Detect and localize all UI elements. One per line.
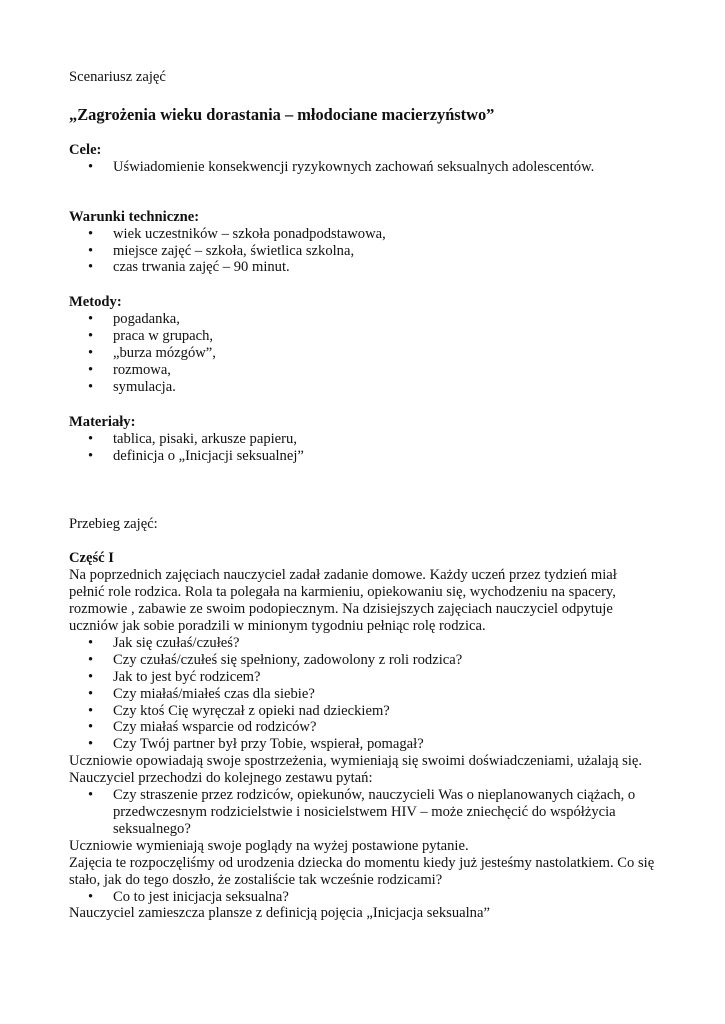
paragraph-line: Na poprzednich zajęciach nauczyciel zadał zadanie domowe. Każdy uczeń przez tydzień miał (69, 567, 617, 584)
bullet-icon: • (88, 702, 94, 719)
questions-list (69, 635, 669, 753)
methods-list (69, 311, 669, 396)
conditions-list (69, 226, 669, 277)
paragraph-line: rozmowie , zabawie ze swoim podopiecznym. Na dzisiejszych zajęciach nauczyciel odpytuje (69, 601, 613, 618)
paragraph-line: Nauczyciel przechodzi do kolejnego zestawu pytań: (69, 770, 373, 787)
course-label: Przebieg zajęć: (69, 515, 158, 532)
list-item: • Co to jest inicjacja seksualna? (88, 888, 289, 905)
paragraph-line: Uczniowie wymieniają swoje poglądy na wyżej postawione pytanie. (69, 837, 469, 854)
bullet-icon: • (88, 651, 94, 668)
goals-heading: Cele: (69, 141, 102, 158)
list-item: • definicja o „Inicjacji seksualnej” (88, 447, 304, 464)
list-item: • Czy czułaś/czułeś się spełniony, zadowolony z roli rodzica? (88, 651, 463, 668)
materials-list (69, 431, 669, 465)
list-item: • praca w grupach, (88, 328, 214, 345)
list-item: • rozmowa, (88, 361, 171, 378)
list-item: • Jak się czułaś/czułeś? (88, 634, 240, 651)
bullet-icon: • (88, 447, 94, 464)
page-title: „Zagrożenia wieku dorastania – młodociane macierzyństwo” (69, 104, 495, 124)
paragraph-line: Uczniowie opowiadają swoje spostrzeżenia, wymieniają się swoimi doświadczeniami, użalają się. (69, 753, 643, 770)
bullet-icon: • (88, 158, 94, 175)
bullet-icon: • (88, 259, 94, 276)
paragraph-line: Nauczyciel zamieszcza plansze z definicją pojęcia „Inicjacja seksualna” (69, 905, 490, 922)
materials-heading: Materiały: (69, 413, 136, 430)
paragraph-line: stało, jak do tego doszło, że zostaliście tak wcześnie rodzicami? (69, 871, 443, 888)
bullet-icon: • (88, 430, 94, 447)
bullet-icon: • (88, 328, 94, 345)
list-item: • wiek uczestników – szkoła ponadpodstawowa, (88, 225, 386, 242)
bullet-icon: • (88, 311, 94, 328)
header-label: Scenariusz zajęć (69, 69, 166, 85)
bullet-icon: • (88, 242, 94, 259)
list-item: • Uświadomienie konsekwencji ryzykownych zachowań seksualnych adolescentów. (88, 158, 595, 175)
bullet-icon: • (88, 787, 94, 804)
bullet-icon: • (88, 634, 94, 651)
initiation-list (69, 889, 669, 906)
list-item: • Czy miałaś/miałeś czas dla siebie? (88, 685, 315, 702)
document-content (69, 69, 669, 922)
list-item: • miejsce zajęć – szkoła, świetlica szkolna, (88, 242, 355, 259)
bullet-icon: • (88, 719, 94, 736)
goals-list (69, 159, 669, 176)
bullet-icon: • (88, 888, 94, 905)
paragraph-line: uczniów jak sobie poradzili w minionym tygodniu pełniąc rolę rodzica. (69, 618, 486, 635)
bullet-icon: • (88, 345, 94, 362)
list-item: • Czy miałaś wsparcie od rodziców? (88, 719, 317, 736)
list-item: • „burza mózgów”, (88, 345, 216, 362)
list-item: • czas trwania zajęć – 90 minut. (88, 259, 290, 276)
list-item: • Jak to jest być rodzicem? (88, 668, 261, 685)
conditions-heading: Warunki techniczne: (69, 208, 200, 225)
bullet-icon: • (88, 668, 94, 685)
list-item: • tablica, pisaki, arkusze papieru, (88, 430, 297, 447)
methods-heading: Metody: (69, 294, 122, 311)
list-item: • Czy ktoś Cię wyręczał z opieki nad dzieckiem? (88, 702, 390, 719)
bullet-icon: • (88, 736, 94, 753)
bullet-icon: • (88, 685, 94, 702)
list-item: • Czy Twój partner był przy Tobie, wspierał, pomagał? (88, 736, 424, 753)
paragraph-line: pełnić role rodzica. Rola ta polegała na karmieniu, opiekowaniu się, wychodzeniu na spacery, (69, 584, 616, 601)
list-item: • symulacja. (88, 378, 176, 395)
bullet-icon: • (88, 378, 94, 395)
bullet-icon: • (88, 361, 94, 378)
list-item: • Czy straszenie przez rodziców, opiekunów, nauczycieli Was o nieplanowanych ciążach, o przedwczesnym rodzicielstwie i nosicielstwem HIV – może zniechęcić do współżycia seksualnego? (88, 787, 636, 837)
paragraph-line: Zajęcia te rozpoczęliśmy od urodzenia dziecka do momentu kiedy już jesteśmy nastolatkiem. Co się (69, 854, 655, 871)
bullet-icon: • (88, 225, 94, 242)
part1-heading: Część I (69, 550, 114, 567)
fear-question-list (69, 787, 669, 838)
list-item: • pogadanka, (88, 311, 180, 328)
